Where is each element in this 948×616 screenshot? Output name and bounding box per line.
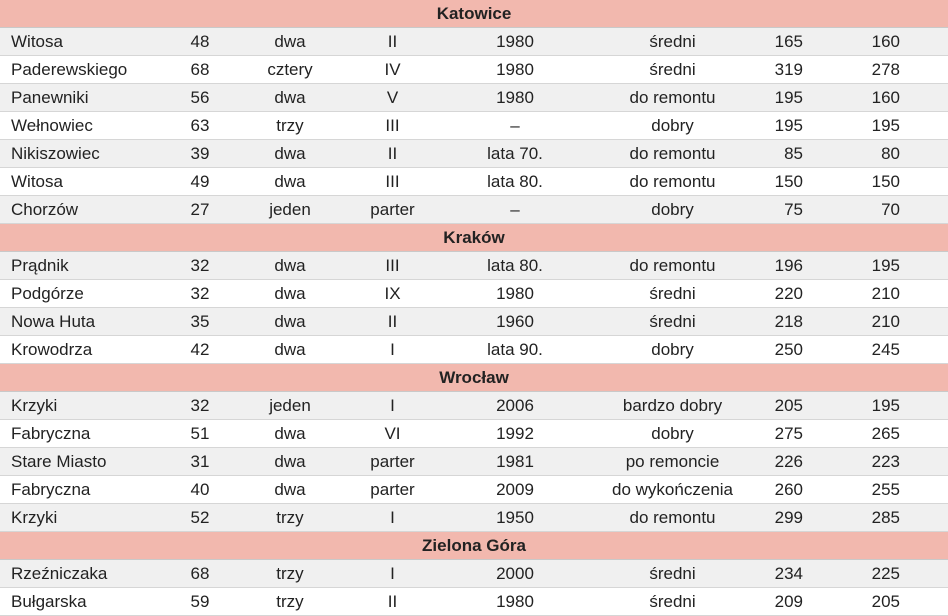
table-row bbox=[0, 560, 948, 588]
cell-built: 1980 bbox=[445, 56, 585, 84]
table-row bbox=[0, 504, 948, 532]
cell-built: 1980 bbox=[445, 280, 585, 308]
cell-area: 68 bbox=[160, 560, 240, 588]
cell-condition: dobry bbox=[585, 420, 760, 448]
cell-built: – bbox=[445, 112, 585, 140]
table-row bbox=[0, 140, 948, 168]
cell-condition: średni bbox=[585, 56, 760, 84]
cell-area: 35 bbox=[160, 308, 240, 336]
cell-condition: do wykończenia bbox=[585, 476, 760, 504]
city-name: Wrocław bbox=[0, 364, 948, 392]
cell-built: lata 90. bbox=[445, 336, 585, 364]
cell-rooms: trzy bbox=[240, 112, 340, 140]
cell-floor: I bbox=[340, 392, 445, 420]
cell-price-sold: 245 bbox=[850, 336, 948, 364]
cell-price-asked: 85 bbox=[760, 140, 850, 168]
cell-area: 48 bbox=[160, 28, 240, 56]
cell-rooms: trzy bbox=[240, 588, 340, 616]
cell-price-asked: 196 bbox=[760, 252, 850, 280]
cell-price-asked: 195 bbox=[760, 84, 850, 112]
cell-built: 1960 bbox=[445, 308, 585, 336]
cell-district: Witosa bbox=[0, 168, 160, 196]
city-section-header bbox=[0, 0, 948, 28]
table-row bbox=[0, 448, 948, 476]
cell-district: Krzyki bbox=[0, 392, 160, 420]
cell-price-sold: 285 bbox=[850, 504, 948, 532]
cell-floor: parter bbox=[340, 476, 445, 504]
cell-price-sold: 210 bbox=[850, 308, 948, 336]
cell-area: 40 bbox=[160, 476, 240, 504]
cell-district: Chorzów bbox=[0, 196, 160, 224]
cell-rooms: dwa bbox=[240, 28, 340, 56]
city-name: Kraków bbox=[0, 224, 948, 252]
cell-price-asked: 319 bbox=[760, 56, 850, 84]
cell-condition: do remontu bbox=[585, 252, 760, 280]
cell-condition: średni bbox=[585, 560, 760, 588]
table-row bbox=[0, 336, 948, 364]
cell-price-asked: 150 bbox=[760, 168, 850, 196]
cell-rooms: trzy bbox=[240, 560, 340, 588]
cell-district: Bułgarska bbox=[0, 588, 160, 616]
table-row bbox=[0, 588, 948, 616]
cell-area: 49 bbox=[160, 168, 240, 196]
cell-area: 52 bbox=[160, 504, 240, 532]
cell-price-asked: 195 bbox=[760, 112, 850, 140]
cell-district: Paderewskiego bbox=[0, 56, 160, 84]
cell-floor: II bbox=[340, 588, 445, 616]
cell-floor: II bbox=[340, 308, 445, 336]
cell-floor: IV bbox=[340, 56, 445, 84]
cell-district: Fabryczna bbox=[0, 420, 160, 448]
cell-condition: do remontu bbox=[585, 504, 760, 532]
cell-condition: po remoncie bbox=[585, 448, 760, 476]
cell-district: Rzeźniczaka bbox=[0, 560, 160, 588]
cell-area: 56 bbox=[160, 84, 240, 112]
table-row bbox=[0, 420, 948, 448]
cell-floor: parter bbox=[340, 448, 445, 476]
cell-price-asked: 275 bbox=[760, 420, 850, 448]
cell-price-asked: 75 bbox=[760, 196, 850, 224]
table-row bbox=[0, 56, 948, 84]
cell-condition: do remontu bbox=[585, 168, 760, 196]
table-row bbox=[0, 28, 948, 56]
cell-price-sold: 223 bbox=[850, 448, 948, 476]
city-section-header bbox=[0, 532, 948, 560]
table-row bbox=[0, 280, 948, 308]
cell-built: 1980 bbox=[445, 28, 585, 56]
cell-built: 1980 bbox=[445, 84, 585, 112]
cell-district: Stare Miasto bbox=[0, 448, 160, 476]
cell-rooms: jeden bbox=[240, 392, 340, 420]
cell-rooms: dwa bbox=[240, 420, 340, 448]
cell-built: lata 80. bbox=[445, 168, 585, 196]
cell-floor: parter bbox=[340, 196, 445, 224]
cell-rooms: dwa bbox=[240, 140, 340, 168]
cell-area: 32 bbox=[160, 392, 240, 420]
table-row bbox=[0, 308, 948, 336]
city-name: Zielona Góra bbox=[0, 532, 948, 560]
cell-area: 42 bbox=[160, 336, 240, 364]
cell-built: 1981 bbox=[445, 448, 585, 476]
cell-rooms: dwa bbox=[240, 280, 340, 308]
cell-floor: II bbox=[340, 140, 445, 168]
cell-price-asked: 226 bbox=[760, 448, 850, 476]
city-section-header bbox=[0, 364, 948, 392]
cell-price-asked: 234 bbox=[760, 560, 850, 588]
cell-rooms: cztery bbox=[240, 56, 340, 84]
cell-area: 32 bbox=[160, 280, 240, 308]
table-row bbox=[0, 252, 948, 280]
cell-area: 39 bbox=[160, 140, 240, 168]
cell-district: Wełnowiec bbox=[0, 112, 160, 140]
cell-rooms: dwa bbox=[240, 308, 340, 336]
cell-condition: średni bbox=[585, 308, 760, 336]
cell-price-sold: 195 bbox=[850, 112, 948, 140]
cell-price-asked: 260 bbox=[760, 476, 850, 504]
cell-price-sold: 160 bbox=[850, 84, 948, 112]
cell-district: Nikiszowiec bbox=[0, 140, 160, 168]
cell-floor: I bbox=[340, 560, 445, 588]
cell-district: Fabryczna bbox=[0, 476, 160, 504]
cell-condition: dobry bbox=[585, 196, 760, 224]
cell-built: 1992 bbox=[445, 420, 585, 448]
cell-floor: III bbox=[340, 112, 445, 140]
cell-floor: I bbox=[340, 504, 445, 532]
table-row bbox=[0, 392, 948, 420]
cell-district: Podgórze bbox=[0, 280, 160, 308]
cell-rooms: jeden bbox=[240, 196, 340, 224]
cell-price-sold: 195 bbox=[850, 392, 948, 420]
cell-floor: V bbox=[340, 84, 445, 112]
table-row bbox=[0, 112, 948, 140]
cell-area: 31 bbox=[160, 448, 240, 476]
cell-price-asked: 165 bbox=[760, 28, 850, 56]
cell-area: 63 bbox=[160, 112, 240, 140]
cell-district: Panewniki bbox=[0, 84, 160, 112]
cell-rooms: trzy bbox=[240, 504, 340, 532]
cell-price-sold: 225 bbox=[850, 560, 948, 588]
cell-area: 51 bbox=[160, 420, 240, 448]
cell-built: 1950 bbox=[445, 504, 585, 532]
cell-price-sold: 265 bbox=[850, 420, 948, 448]
cell-condition: dobry bbox=[585, 336, 760, 364]
cell-condition: średni bbox=[585, 280, 760, 308]
cell-price-sold: 160 bbox=[850, 28, 948, 56]
cell-built: lata 80. bbox=[445, 252, 585, 280]
cell-price-sold: 80 bbox=[850, 140, 948, 168]
cell-district: Witosa bbox=[0, 28, 160, 56]
cell-district: Krzyki bbox=[0, 504, 160, 532]
cell-floor: II bbox=[340, 28, 445, 56]
cell-district: Krowodrza bbox=[0, 336, 160, 364]
cell-price-sold: 255 bbox=[850, 476, 948, 504]
table-row bbox=[0, 84, 948, 112]
cell-condition: średni bbox=[585, 588, 760, 616]
cell-price-sold: 70 bbox=[850, 196, 948, 224]
cell-built: 2009 bbox=[445, 476, 585, 504]
cell-rooms: dwa bbox=[240, 84, 340, 112]
cell-floor: I bbox=[340, 336, 445, 364]
cell-rooms: dwa bbox=[240, 448, 340, 476]
cell-condition: średni bbox=[585, 28, 760, 56]
cell-floor: III bbox=[340, 168, 445, 196]
cell-price-asked: 220 bbox=[760, 280, 850, 308]
city-section-header bbox=[0, 224, 948, 252]
cell-rooms: dwa bbox=[240, 476, 340, 504]
cell-rooms: dwa bbox=[240, 252, 340, 280]
cell-price-asked: 209 bbox=[760, 588, 850, 616]
cell-rooms: dwa bbox=[240, 336, 340, 364]
table-row bbox=[0, 476, 948, 504]
cell-built: – bbox=[445, 196, 585, 224]
cell-price-sold: 150 bbox=[850, 168, 948, 196]
cell-price-asked: 218 bbox=[760, 308, 850, 336]
cell-condition: dobry bbox=[585, 112, 760, 140]
cell-price-sold: 195 bbox=[850, 252, 948, 280]
cell-built: 1980 bbox=[445, 588, 585, 616]
cell-condition: do remontu bbox=[585, 140, 760, 168]
cell-condition: bardzo dobry bbox=[585, 392, 760, 420]
cell-floor: IX bbox=[340, 280, 445, 308]
cell-price-asked: 205 bbox=[760, 392, 850, 420]
cell-area: 32 bbox=[160, 252, 240, 280]
cell-rooms: dwa bbox=[240, 168, 340, 196]
cell-built: lata 70. bbox=[445, 140, 585, 168]
cell-built: 2006 bbox=[445, 392, 585, 420]
cell-area: 68 bbox=[160, 56, 240, 84]
cell-price-sold: 210 bbox=[850, 280, 948, 308]
cell-floor: III bbox=[340, 252, 445, 280]
cell-condition: do remontu bbox=[585, 84, 760, 112]
cell-price-sold: 278 bbox=[850, 56, 948, 84]
cell-price-sold: 205 bbox=[850, 588, 948, 616]
table-row bbox=[0, 196, 948, 224]
table-row bbox=[0, 168, 948, 196]
cell-built: 2000 bbox=[445, 560, 585, 588]
cell-price-asked: 299 bbox=[760, 504, 850, 532]
cell-area: 27 bbox=[160, 196, 240, 224]
cell-price-asked: 250 bbox=[760, 336, 850, 364]
cell-area: 59 bbox=[160, 588, 240, 616]
cell-floor: VI bbox=[340, 420, 445, 448]
cell-district: Nowa Huta bbox=[0, 308, 160, 336]
city-name: Katowice bbox=[0, 0, 948, 28]
cell-district: Prądnik bbox=[0, 252, 160, 280]
